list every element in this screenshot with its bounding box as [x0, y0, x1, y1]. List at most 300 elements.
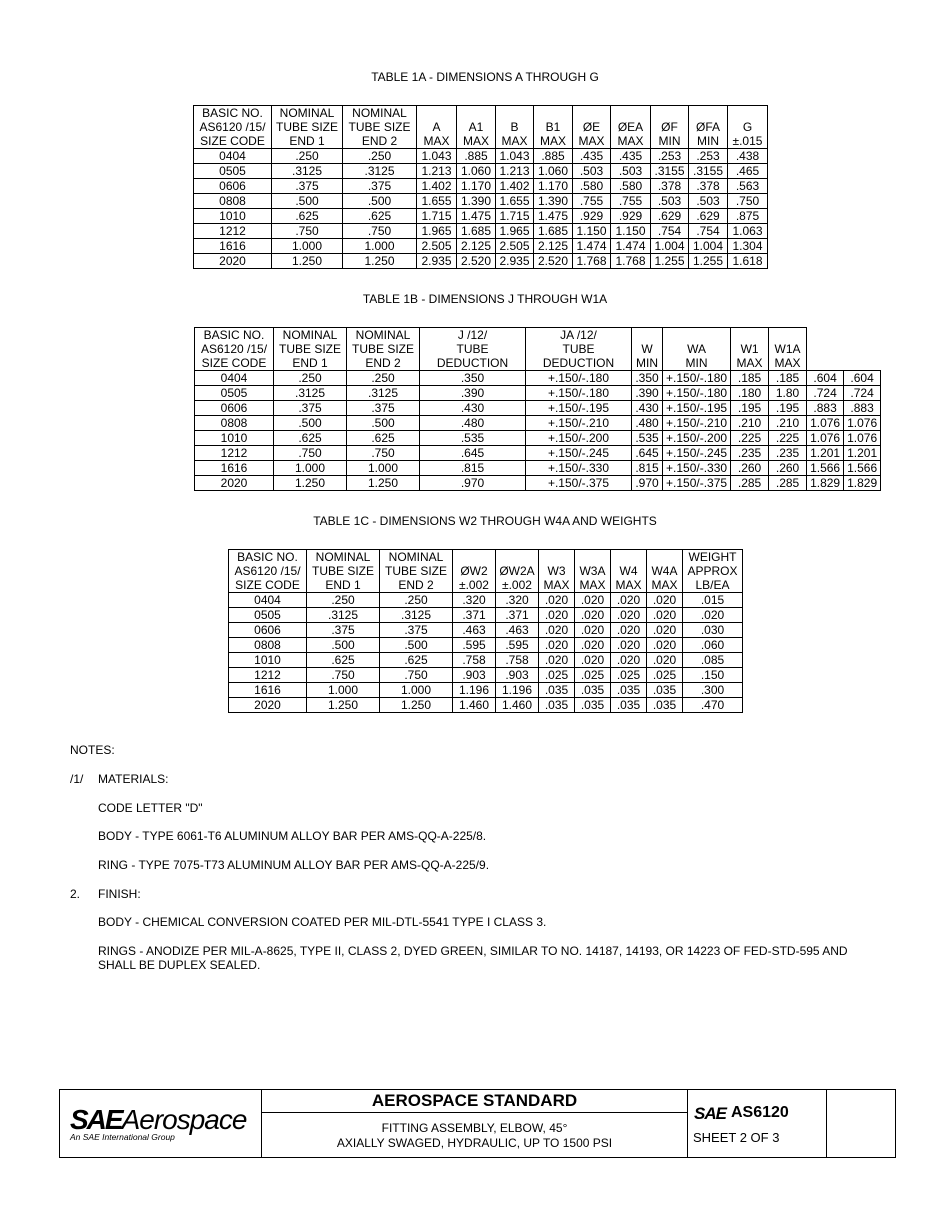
column-header-line: ØEA [617, 120, 644, 134]
table-cell: .375 [272, 179, 343, 194]
note-1-title: MATERIALS: [98, 772, 169, 786]
table-cell: 1212 [229, 668, 307, 683]
table-cell: .580 [573, 179, 611, 194]
logo-tagline: An SAE International Group [70, 1132, 175, 1142]
table-cell: .595 [496, 638, 539, 653]
table-cell: 0808 [195, 416, 274, 431]
table-cell: 1.80 [769, 386, 807, 401]
table-cell: 1.004 [651, 239, 689, 254]
table-cell: 0404 [194, 149, 272, 164]
table-cell: +.150/-.330 [663, 461, 731, 476]
column-header-line: ØE [582, 120, 601, 134]
column-header [683, 550, 743, 593]
column-header [343, 106, 417, 149]
table-cell: .020 [611, 608, 647, 623]
table-cell: .875 [728, 209, 768, 224]
table-row [229, 698, 743, 713]
table-cell: .604 [807, 371, 844, 386]
column-header [611, 550, 647, 593]
table-cell: .020 [575, 593, 611, 608]
table-cell: 1.475 [457, 209, 496, 224]
table-cell: .480 [420, 416, 526, 431]
table-row [195, 431, 881, 446]
column-header-line: BASIC NO. [237, 550, 298, 564]
table-cell: 0505 [194, 164, 272, 179]
column-header-line: APPROX [687, 564, 738, 578]
table-cell: .020 [647, 653, 683, 668]
table-row [195, 371, 881, 386]
table-cell: .903 [496, 668, 539, 683]
table-cell: 2.935 [417, 254, 457, 269]
table-cell: .750 [272, 224, 343, 239]
table-cell: 1.076 [807, 431, 844, 446]
column-header [195, 328, 274, 371]
table-cell: .500 [347, 416, 420, 431]
table-cell: .883 [844, 401, 881, 416]
table-row [229, 593, 743, 608]
column-header [663, 328, 731, 371]
column-header-line: MAX [736, 356, 763, 370]
column-header-line: A [432, 120, 441, 134]
table-cell: 1.170 [457, 179, 496, 194]
table-cell: .030 [683, 623, 743, 638]
column-header [632, 328, 663, 371]
table-cell: .020 [539, 653, 575, 668]
column-header-line: END 1 [292, 356, 328, 370]
table-row [194, 254, 768, 269]
table-cell: 0808 [229, 638, 307, 653]
table-cell: 1.965 [417, 224, 457, 239]
table-cell: .3125 [272, 164, 343, 179]
table-row [195, 461, 881, 476]
table-cell: .250 [343, 149, 417, 164]
column-header-line: AS6120 /15/ [199, 120, 266, 134]
column-header [380, 550, 453, 593]
table-cell: .929 [573, 209, 611, 224]
table-cell: .375 [343, 179, 417, 194]
table-cell: .3125 [380, 608, 453, 623]
column-header-line: MAX [423, 134, 450, 148]
table-cell: .020 [539, 593, 575, 608]
table-cell: .060 [683, 638, 743, 653]
table-header-row [229, 550, 743, 593]
table-cell: 1.768 [611, 254, 651, 269]
column-header-line: NOMINAL [315, 550, 371, 564]
column-header-line: SIZE CODE [201, 356, 267, 370]
table-cell: +.150/-.210 [663, 416, 731, 431]
table-cell: .020 [539, 638, 575, 653]
table-cell: .885 [534, 149, 573, 164]
column-header-line: ØW2 [460, 564, 488, 578]
table-cell: 1.196 [453, 683, 496, 698]
table-cell: 1.715 [417, 209, 457, 224]
table-cell: .185 [731, 371, 769, 386]
table-cell: 1.618 [728, 254, 768, 269]
column-header-line: SIZE CODE [200, 134, 265, 148]
table-cell: .020 [647, 608, 683, 623]
table-cell: 1.460 [453, 698, 496, 713]
table-cell: 0505 [229, 608, 307, 623]
table-cell: 1.196 [496, 683, 539, 698]
table-cell: +.150/-.195 [663, 401, 731, 416]
column-header [457, 106, 496, 149]
table-cell: .480 [632, 416, 663, 431]
document-number: AS6120 [731, 1104, 789, 1121]
table-cell: 1.076 [844, 416, 881, 431]
table-cell: .750 [380, 668, 453, 683]
note-2-title: FINISH: [98, 887, 141, 901]
table-cell: .250 [347, 371, 420, 386]
table-row [194, 179, 768, 194]
table-cell: 1.255 [689, 254, 728, 269]
table-cell: .253 [651, 149, 689, 164]
table-1a [193, 105, 768, 269]
column-header-line: MAX [774, 356, 801, 370]
table-cell: 1.201 [807, 446, 844, 461]
table-cell: .3125 [343, 164, 417, 179]
table-cell: .375 [307, 623, 380, 638]
table-cell: .020 [575, 653, 611, 668]
table-cell: 1.390 [457, 194, 496, 209]
column-header-line: B [510, 120, 519, 134]
table-cell: .210 [731, 416, 769, 431]
table-cell: 1.000 [343, 239, 417, 254]
note-1-number: /1/ [70, 772, 84, 786]
table-cell: 1.655 [417, 194, 457, 209]
table-cell: .250 [307, 593, 380, 608]
title-block [59, 1089, 896, 1158]
table-cell: .035 [611, 698, 647, 713]
column-header [420, 328, 526, 371]
logo-aerospace-text: Aerospace [121, 1104, 247, 1135]
table-cell: +.150/-.245 [526, 446, 632, 461]
table-cell: +.150/-.200 [526, 431, 632, 446]
table-cell: 1.474 [573, 239, 611, 254]
table-cell: .025 [575, 668, 611, 683]
table-cell: .500 [380, 638, 453, 653]
table-cell: .085 [683, 653, 743, 668]
table-cell: .225 [731, 431, 769, 446]
table-row [195, 416, 881, 431]
table-cell: .435 [611, 149, 651, 164]
column-header [611, 106, 651, 149]
column-header [647, 550, 683, 593]
column-header-line: MIN [658, 134, 681, 148]
column-header-line: ØF [661, 120, 678, 134]
table-cell: 1.000 [307, 683, 380, 698]
note-1-ring-material: RING - TYPE 7075-T73 ALUMINUM ALLOY BAR PER AMS-QQ-A-225/9. [98, 858, 490, 872]
column-header [307, 550, 380, 593]
column-header-line: SIZE CODE [235, 578, 300, 592]
table-cell: .035 [575, 698, 611, 713]
table-cell: 1.043 [496, 149, 534, 164]
table-1c [228, 549, 743, 713]
table-cell: 2020 [194, 254, 272, 269]
column-header-line: END 1 [289, 134, 325, 148]
table-cell: .020 [575, 638, 611, 653]
table-cell: .195 [769, 401, 807, 416]
column-header-line: LB/EA [695, 578, 730, 592]
table-header-row [195, 328, 881, 371]
table-cell: 0404 [195, 371, 274, 386]
table-cell: .3125 [307, 608, 380, 623]
column-header-line: DEDUCTION [542, 356, 615, 370]
table-cell: .758 [496, 653, 539, 668]
table-1c-caption: TABLE 1C - DIMENSIONS W2 THROUGH W4A AND WEIGHTS [313, 514, 657, 528]
table-cell: 1616 [229, 683, 307, 698]
table-row [194, 224, 768, 239]
table-cell: .645 [420, 446, 526, 461]
table-1a-caption: TABLE 1A - DIMENSIONS A THROUGH G [371, 70, 599, 84]
table-row [194, 209, 768, 224]
column-header-line: NOMINAL [355, 328, 411, 342]
table-cell: .438 [728, 149, 768, 164]
table-cell: .371 [453, 608, 496, 623]
column-header [539, 550, 575, 593]
column-header-line: JA /12/ [560, 328, 597, 342]
table-cell: 1.965 [496, 224, 534, 239]
table-1b [194, 327, 881, 491]
column-header-line: NOMINAL [352, 106, 407, 120]
table-cell: .500 [307, 638, 380, 653]
column-header-line: ØW2A [499, 564, 535, 578]
table-row [229, 653, 743, 668]
table-cell: 2020 [195, 476, 274, 491]
table-cell: .625 [343, 209, 417, 224]
table-cell: .430 [632, 401, 663, 416]
table-cell: 1616 [194, 239, 272, 254]
table-cell: 0505 [195, 386, 274, 401]
logo-cell [60, 1090, 262, 1157]
table-cell: .035 [611, 683, 647, 698]
standard-title: AEROSPACE STANDARD [262, 1090, 687, 1113]
table-cell: 1.768 [573, 254, 611, 269]
column-header-line: W3 [547, 564, 566, 578]
table-cell: 1.213 [496, 164, 534, 179]
table-cell: +.150/-.330 [526, 461, 632, 476]
table-cell: +.150/-.180 [663, 371, 731, 386]
column-header [417, 106, 457, 149]
table-cell: +.150/-.180 [663, 386, 731, 401]
table-cell: .645 [632, 446, 663, 461]
table-cell: .020 [647, 638, 683, 653]
table-cell: 1.390 [534, 194, 573, 209]
logo-sae-text: SAE [70, 1104, 122, 1135]
table-cell: .035 [647, 698, 683, 713]
table-cell: .375 [347, 401, 420, 416]
table-cell: .883 [807, 401, 844, 416]
column-header [229, 550, 307, 593]
column-header [347, 328, 420, 371]
column-header-line: TUBE SIZE [275, 120, 338, 134]
table-row [194, 164, 768, 179]
table-row [229, 683, 743, 698]
table-cell: 1.000 [274, 461, 347, 476]
table-cell: 0606 [194, 179, 272, 194]
table-cell: .629 [651, 209, 689, 224]
table-cell: .503 [689, 194, 728, 209]
table-cell: .020 [611, 638, 647, 653]
column-header-line: TUBE SIZE [278, 342, 341, 356]
table-cell: 1.213 [417, 164, 457, 179]
table-cell: .750 [343, 224, 417, 239]
column-header-line: END 1 [325, 578, 361, 592]
table-cell: .435 [573, 149, 611, 164]
column-header-line: B1 [545, 120, 561, 134]
table-cell: 1212 [194, 224, 272, 239]
table-row [195, 476, 881, 491]
column-header-line: MAX [617, 134, 644, 148]
table-cell: .020 [611, 593, 647, 608]
table-cell: +.150/-.375 [663, 476, 731, 491]
table-cell: .020 [539, 608, 575, 623]
table-cell: .378 [651, 179, 689, 194]
column-header-line: TUBE SIZE [351, 342, 414, 356]
table-cell: 1.000 [380, 683, 453, 698]
column-header-line: TUBE SIZE [384, 564, 447, 578]
column-header-line: BASIC NO. [203, 328, 265, 342]
column-header [769, 328, 807, 371]
table-cell: 1.250 [272, 254, 343, 269]
table-cell: .320 [496, 593, 539, 608]
table-cell: .463 [496, 623, 539, 638]
column-header [526, 328, 632, 371]
table-cell: .020 [647, 593, 683, 608]
table-cell: 1.250 [380, 698, 453, 713]
table-cell: 1.715 [496, 209, 534, 224]
table-cell: 1.250 [307, 698, 380, 713]
table-cell: 1.170 [534, 179, 573, 194]
table-cell: .535 [420, 431, 526, 446]
table-cell: .035 [539, 698, 575, 713]
table-cell: 2.505 [417, 239, 457, 254]
column-header-line: TUBE [456, 342, 489, 356]
sae-mini-logo: SAE [694, 1104, 726, 1123]
column-header-line: DEDUCTION [436, 356, 509, 370]
title-cell [262, 1090, 688, 1157]
table-cell: 1.255 [651, 254, 689, 269]
table-cell: .3125 [274, 386, 347, 401]
table-cell: .503 [651, 194, 689, 209]
table-cell: .250 [272, 149, 343, 164]
table-row [194, 149, 768, 164]
column-header-line: W1A [774, 342, 801, 356]
table-cell: .375 [274, 401, 347, 416]
table-cell: .035 [647, 683, 683, 698]
table-cell: .758 [453, 653, 496, 668]
table-cell: .750 [347, 446, 420, 461]
table-cell: .3125 [347, 386, 420, 401]
table-cell: .463 [453, 623, 496, 638]
table-cell: .285 [731, 476, 769, 491]
table-cell: .020 [683, 608, 743, 623]
table-row [194, 194, 768, 209]
table-cell: .430 [420, 401, 526, 416]
table-cell: .185 [769, 371, 807, 386]
table-cell: .015 [683, 593, 743, 608]
note-2-rings-finish: RINGS - ANODIZE PER MIL-A-8625, TYPE II, CLASS 2, DYED GREEN, SIMILAR TO NO. 14187, 14193, OR 14223 OF FED-STD-595 AND SHALL BE DUPLEX SEALED. [98, 944, 848, 972]
column-header-line: MAX [539, 134, 566, 148]
column-header-line: MAX [578, 134, 605, 148]
table-row [195, 401, 881, 416]
table-cell: .929 [611, 209, 651, 224]
table-cell: .025 [539, 668, 575, 683]
table-cell: .020 [611, 653, 647, 668]
table-cell: 0404 [229, 593, 307, 608]
table-cell: 1.043 [417, 149, 457, 164]
table-cell: 1.250 [343, 254, 417, 269]
column-header-line: TUBE [562, 342, 595, 356]
column-header [651, 106, 689, 149]
table-cell: .604 [844, 371, 881, 386]
table-cell: 1.685 [457, 224, 496, 239]
table-cell: 2.505 [496, 239, 534, 254]
table-cell: .885 [457, 149, 496, 164]
table-cell: 1.829 [844, 476, 881, 491]
table-cell: .150 [683, 668, 743, 683]
table-cell: 2.125 [457, 239, 496, 254]
table-cell: 1.201 [844, 446, 881, 461]
table-cell: 1.655 [496, 194, 534, 209]
column-header-line: NOMINAL [279, 106, 335, 120]
column-header [496, 550, 539, 593]
table-cell: +.150/-.245 [663, 446, 731, 461]
table-cell: .390 [420, 386, 526, 401]
table-cell: 1010 [229, 653, 307, 668]
column-header-line: TUBE SIZE [348, 120, 411, 134]
column-header-line: MIN [697, 134, 719, 148]
table-cell: 1.304 [728, 239, 768, 254]
table-cell: 1.250 [274, 476, 347, 491]
table-cell: .350 [632, 371, 663, 386]
table-cell: 1616 [195, 461, 274, 476]
table-cell: .625 [347, 431, 420, 446]
table-cell: 1.000 [272, 239, 343, 254]
table-cell: .754 [651, 224, 689, 239]
table-cell: .250 [380, 593, 453, 608]
table-cell: 1.150 [611, 224, 651, 239]
table-cell: .378 [689, 179, 728, 194]
table-cell: .3155 [651, 164, 689, 179]
column-header-line: W1 [740, 342, 759, 356]
column-header-line: ØFA [695, 120, 720, 134]
column-header [689, 106, 728, 149]
table-cell: .225 [769, 431, 807, 446]
table-cell: .503 [573, 164, 611, 179]
column-header-line: MAX [543, 578, 570, 592]
table-cell: 1.474 [611, 239, 651, 254]
table-row [194, 239, 768, 254]
table-cell: 1.150 [573, 224, 611, 239]
table-cell: 1212 [195, 446, 274, 461]
table-cell: +.150/-.195 [526, 401, 632, 416]
table-cell: .371 [496, 608, 539, 623]
column-header-line: NOMINAL [388, 550, 444, 564]
table-cell: .260 [769, 461, 807, 476]
column-header-line: AS6120 /15/ [200, 342, 268, 356]
column-header-line: MAX [462, 134, 489, 148]
table-row [229, 638, 743, 653]
column-header-line: MIN [636, 356, 658, 370]
column-header-line: NOMINAL [282, 328, 338, 342]
table-cell: .724 [807, 386, 844, 401]
table-cell: 2020 [229, 698, 307, 713]
table-cell: .020 [575, 623, 611, 638]
table-cell: 1.076 [807, 416, 844, 431]
document-subtitle-line-1: FITTING ASSEMBLY, ELBOW, 45° [381, 1121, 568, 1135]
column-header-line: WA [687, 342, 706, 356]
column-header-line: W4A [651, 564, 678, 578]
